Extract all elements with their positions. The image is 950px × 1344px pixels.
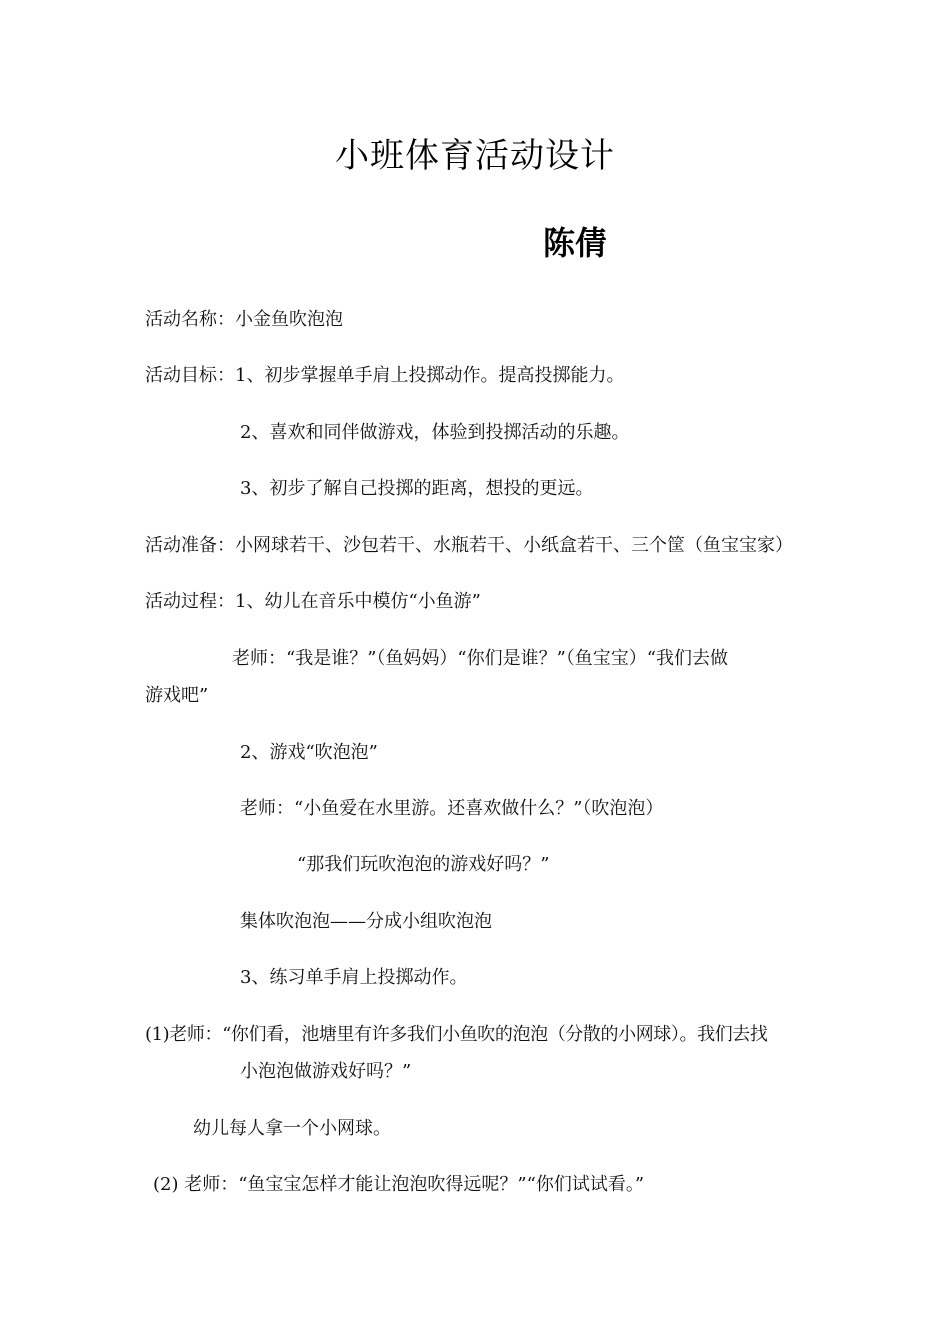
group-bubbles-line: 集体吹泡泡——分成小组吹泡泡 (240, 911, 492, 932)
process-step-2: 2、游戏“吹泡泡” (240, 742, 378, 763)
step-3-item-2: (2) 老师：“鱼宝宝怎样才能让泡泡吹得远呢？”“你们试试看。” (153, 1174, 645, 1195)
activity-process-line: 活动过程：1、幼儿在音乐中模仿“小鱼游” (145, 591, 481, 612)
document-author: 陈倩 (543, 224, 608, 262)
step-3-item-1: (1)老师：“你们看，池塘里有许多我们小鱼吹的泡泡（分散的小网球）。我们去找 (145, 1024, 768, 1045)
teacher-dialog-2-cont: “那我们玩吹泡泡的游戏好吗？” (297, 854, 550, 875)
goal-item-2: 2、喜欢和同伴做游戏，体验到投掷活动的乐趣。 (240, 422, 630, 443)
process-step-3: 3、练习单手肩上投掷动作。 (240, 967, 468, 988)
activity-name-line: 活动名称：小金鱼吹泡泡 (145, 309, 343, 330)
teacher-dialog-2: 老师：“小鱼爱在水里游。还喜欢做什么？”（吹泡泡） (240, 798, 664, 819)
document-title: 小班体育活动设计 (335, 136, 615, 176)
teacher-dialog-1-cont: 游戏吧” (145, 685, 209, 706)
activity-preparation-line: 活动准备：小网球若干、沙包若干、水瓶若干、小纸盒若干、三个筐（鱼宝宝家） (145, 535, 793, 556)
step-3-item-1-cont: 小泡泡做游戏好吗？” (240, 1061, 412, 1082)
teacher-dialog-1: 老师：“我是谁？”（鱼妈妈）“你们是谁？”（鱼宝宝）“我们去做 (232, 648, 729, 669)
children-ball-line: 幼儿每人拿一个小网球。 (193, 1118, 391, 1139)
activity-goal-line: 活动目标：1、初步掌握单手肩上投掷动作。提高投掷能力。 (145, 365, 625, 386)
goal-item-3: 3、初步了解自己投掷的距离，想投的更远。 (240, 478, 594, 499)
